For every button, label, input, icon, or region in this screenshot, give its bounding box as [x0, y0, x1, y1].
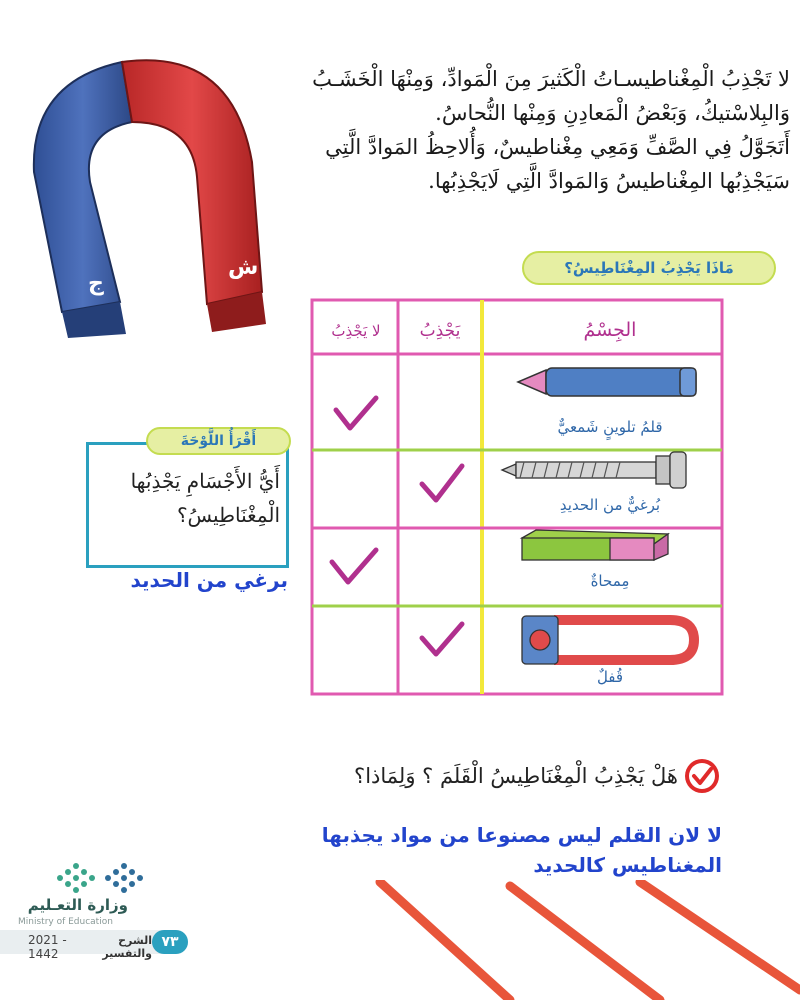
page-number: ٧٣	[152, 930, 188, 954]
check-icon	[684, 758, 720, 794]
ministry-name-ar: وزارة التعـليم	[27, 896, 128, 914]
row-label-crayon: قلمُ تلوينٍ شَمعيٌّ	[557, 418, 663, 436]
header-not-attracts: لا يَجْذِبُ	[331, 322, 381, 340]
read-board-title: أَقْرَأُ اللَّوْحَةَ	[146, 427, 291, 455]
attraction-chart	[310, 298, 724, 698]
eraser-icon	[522, 530, 668, 560]
intro-paragraph	[250, 62, 790, 198]
check-mark-attracts	[422, 624, 462, 654]
crayon-icon	[518, 368, 696, 396]
pencils-decoration	[340, 880, 800, 1000]
intro-line: سَيَجْذِبُها المِغْناطيسُ وَالمَوادَّ الَّتِي لَايَجْذِبُها.	[428, 169, 790, 193]
magnet-illustration	[22, 52, 270, 338]
row-label-lock: قُفلٌ	[596, 668, 624, 686]
magnet-pencil-answer[interactable]: لا لان القلم ليس مصنوعا من مواد يجذبها المغناطيس كالحديد	[321, 823, 722, 877]
magnet-right-pole: ش	[228, 255, 259, 280]
read-board-answer[interactable]: برغي من الحديد	[130, 568, 288, 592]
intro-line: وَالبِلاسْتيكُ، وَبَعْضُ الْمَعادِنِ وَمِنْها النُّحاسُ.	[435, 101, 790, 125]
magnet-left-pole: ج	[88, 271, 104, 296]
header-attracts: يَجْذِبُ	[419, 321, 461, 341]
footer-year: 2021 - 1442	[28, 933, 67, 961]
footer-book-title: الشرح والتفسير	[102, 934, 152, 960]
header-object: الجِسْمُ	[583, 319, 637, 341]
ministry-name-en: Ministry of Education	[18, 917, 113, 927]
intro-line: أَتَجَوَّلُ فِي الصَّفِّ وَمَعِي مِغْناطيسٌ، وَأُلاحِظُ المَوادَّ الَّتِي	[325, 135, 790, 159]
lock-icon	[522, 616, 694, 664]
check-mark-attracts	[422, 466, 462, 500]
intro-line: لا تَجْذِبُ الْمِغْناطيسـاتُ الْكَثيرَ مِنَ الْمَوادِّ، وَمِنْهَا الْخَشَـبُ	[312, 67, 790, 91]
section-title: مَاذَا يَجْذِبُ المِغْنَاطِيسُ؟	[522, 251, 776, 285]
check-mark-not-attracts	[336, 398, 376, 428]
magnet-pencil-question: هَلْ يَجْذِبُ الْمِغْنَاطِيسُ الْقَلَمَ ؟ وَلِمَاذا؟	[354, 764, 678, 788]
screw-icon	[502, 452, 686, 488]
row-label-eraser: مِمحاةٌ	[590, 572, 630, 590]
row-label-screw: بُرغيٌّ من الحديدِ	[559, 496, 661, 514]
read-board-question: أَيُّ الأَجْسَامِ يَجْذِبُها الْمِغْنَاطِيسُ؟	[130, 469, 280, 527]
ministry-logo-icon	[52, 858, 148, 894]
check-mark-not-attracts	[332, 550, 376, 582]
